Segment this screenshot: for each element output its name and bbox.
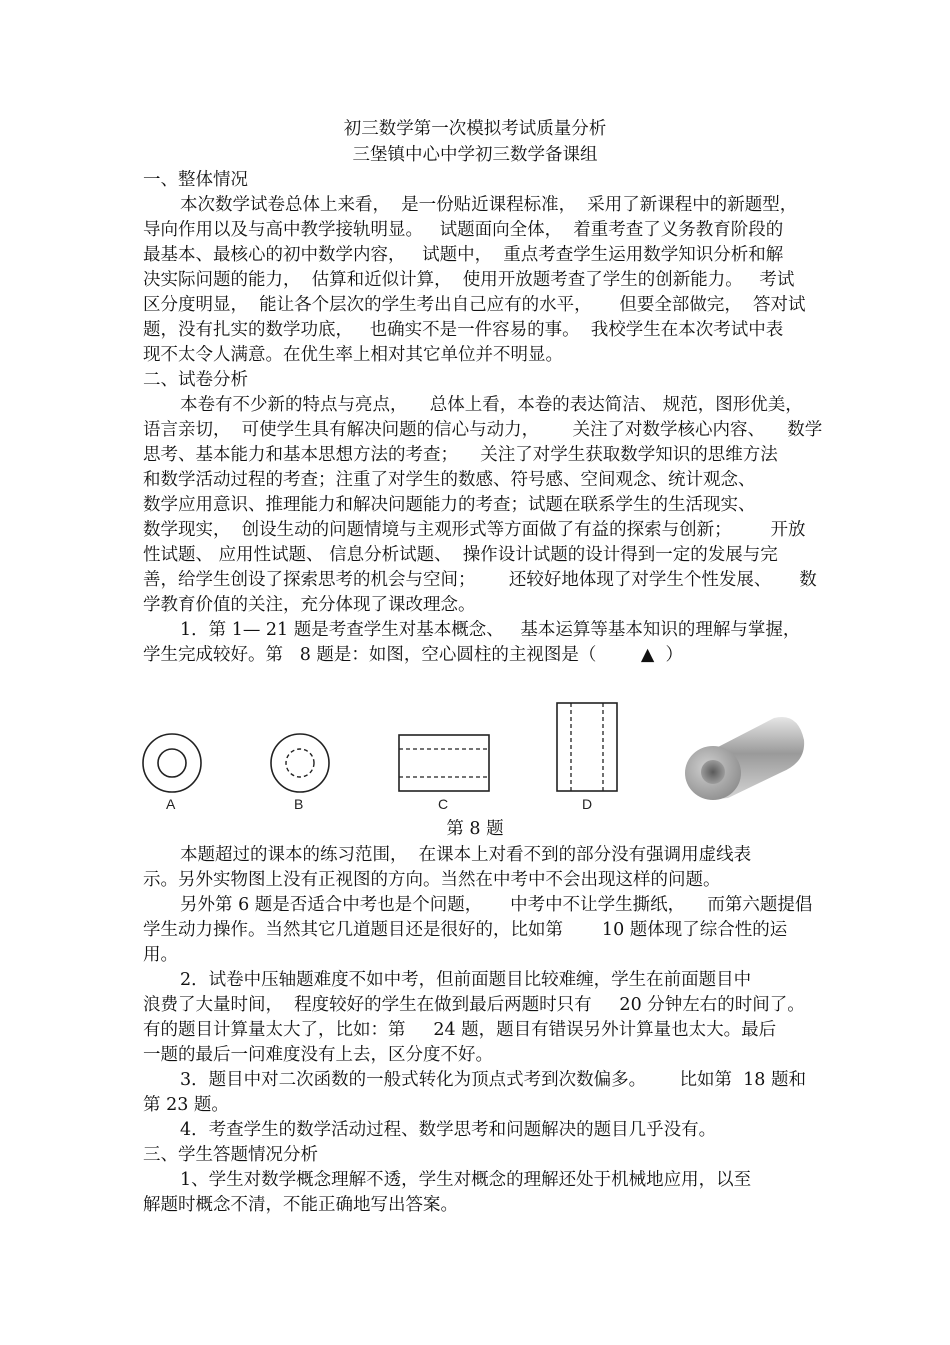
paragraph-line: 题，没有扎实的数学功底， 也确实不是一件容易的事。 我校学生在本次考试中表 [143,320,784,340]
paragraph-line: 学生完成较好。第 8 题是：如图，空心圆柱的主视图是（ ▲ ） [143,645,683,665]
paragraph-line: 导向作用以及与高中教学接轨明显。 试题面向全体， 着重考查了义务教育阶段的 [143,220,784,240]
paragraph-line: 和数学活动过程的考查；注重了对学生的数感、符号感、空间观念、统计观念、 [143,470,756,490]
option-d-shape [557,703,617,791]
option-a-shape [143,734,201,792]
paragraph-line: 第 23 题。 [143,1095,229,1115]
option-b-shape [271,734,329,792]
heading-paper-analysis: 二、试卷分析 [143,370,248,390]
paragraph-line: 另外第 6 题是否适合中考也是个问题， 中考中不让学生撕纸， 而第六题提倡 [180,895,813,915]
paragraph-line: 1、学生对数学概念理解不透，学生对概念的理解还处于机械地应用，以至 [180,1170,752,1190]
heading-answer-analysis: 三、学生答题情况分析 [143,1145,318,1165]
paragraph-line: 善，给学生创设了探索思考的机会与空间； 还较好地体现了对学生个性发展、 数 [143,570,817,590]
heading-overall: 一、整体情况 [143,170,248,190]
page-title: 初三数学第一次模拟考试质量分析 [343,119,607,139]
paragraph-line: 思考、基本能力和基本思想方法的考查； 关注了对学生获取数学知识的思维方法 [143,445,778,465]
option-c-shape [399,735,489,791]
paragraph-line: 3．题目中对二次函数的一般式转化为顶点式考到次数偏多。 比如第 18 题和 [180,1070,806,1090]
option-b-label: B [294,796,304,812]
paragraph-line: 现不太令人满意。在优生率上相对其它单位并不明显。 [143,345,563,365]
paragraph-line: 本题超过的课本的练习范围， 在课本上对看不到的部分没有强调用虚线表 [180,845,752,865]
paragraph-line: 性试题、 应用性试题、 信息分析试题、 操作设计试题的设计得到一定的发展与完 [143,545,778,565]
option-d-label: D [582,796,593,812]
page-subtitle: 三堡镇中心中学初三数学备课组 [352,145,598,165]
paragraph-line: 学生动力操作。当然其它几道题目还是很好的，比如第 10 题体现了综合性的运 [143,920,788,940]
paragraph-line: 数学现实， 创设生动的问题情境与主观形式等方面做了有益的探索与创新； 开放 [143,520,806,540]
paragraph-line: 最基本、最核心的初中数学内容， 试题中， 重点考查学生运用数学知识分析和解 [143,245,784,265]
paragraph-line: 区分度明显， 能让各个层次的学生考出自己应有的水平， 但要全部做完， 答对试 [143,295,806,315]
paragraph-line: 2．试卷中压轴题难度不如中考，但前面题目比较难缠，学生在前面题目中 [180,970,752,990]
paragraph-line: 示。另外实物图上没有正视图的方向。当然在中考中不会出现这样的问题。 [143,870,721,890]
paragraph-line: 决实际问题的能力， 估算和近似计算， 使用开放题考查了学生的创新能力。 考试 [143,270,795,290]
paragraph-line: 1．第 1— 21 题是考查学生对基本概念、 基本运算等基本知识的理解与掌握， [180,620,801,640]
paragraph-line: 学教育价值的关注，充分体现了课改理念。 [143,595,476,615]
hollow-cylinder-illustration [685,717,804,800]
paragraph-line: 数学应用意识、推理能力和解决问题能力的考查；试题在联系学生的生活现实、 [143,495,756,515]
question-8-figure [0,690,950,810]
option-a-label: A [166,796,176,812]
paragraph-line: 语言亲切， 可使学生具有解决问题的信心与动力， 关注了对数学核心内容、 数学 [143,420,823,440]
paragraph-line: 浪费了大量时间， 程度较好的学生在做到最后两题时只有 20 分钟左右的时间了。 [143,995,805,1015]
figure-caption: 第 8 题 [446,819,504,839]
paragraph-line: 本次数学试卷总体上来看， 是一份贴近课程标准， 采用了新课程中的新题型， [180,195,798,215]
paragraph-line: 4．考查学生的数学活动过程、数学思考和问题解决的题目几乎没有。 [180,1120,717,1140]
paragraph-line: 解题时概念不清，不能正确地写出答案。 [143,1195,458,1215]
paragraph-line: 有的题目计算量太大了，比如：第 24 题，题目有错误另外计算量也太大。最后 [143,1020,777,1040]
paragraph-line: 本卷有不少新的特点与亮点， 总体上看，本卷的表达简洁、 规范，图形优美， [180,395,803,415]
paragraph-line: 用。 [143,945,178,965]
paragraph-line: 一题的最后一问难度没有上去，区分度不好。 [143,1045,493,1065]
option-c-label: C [438,796,449,812]
